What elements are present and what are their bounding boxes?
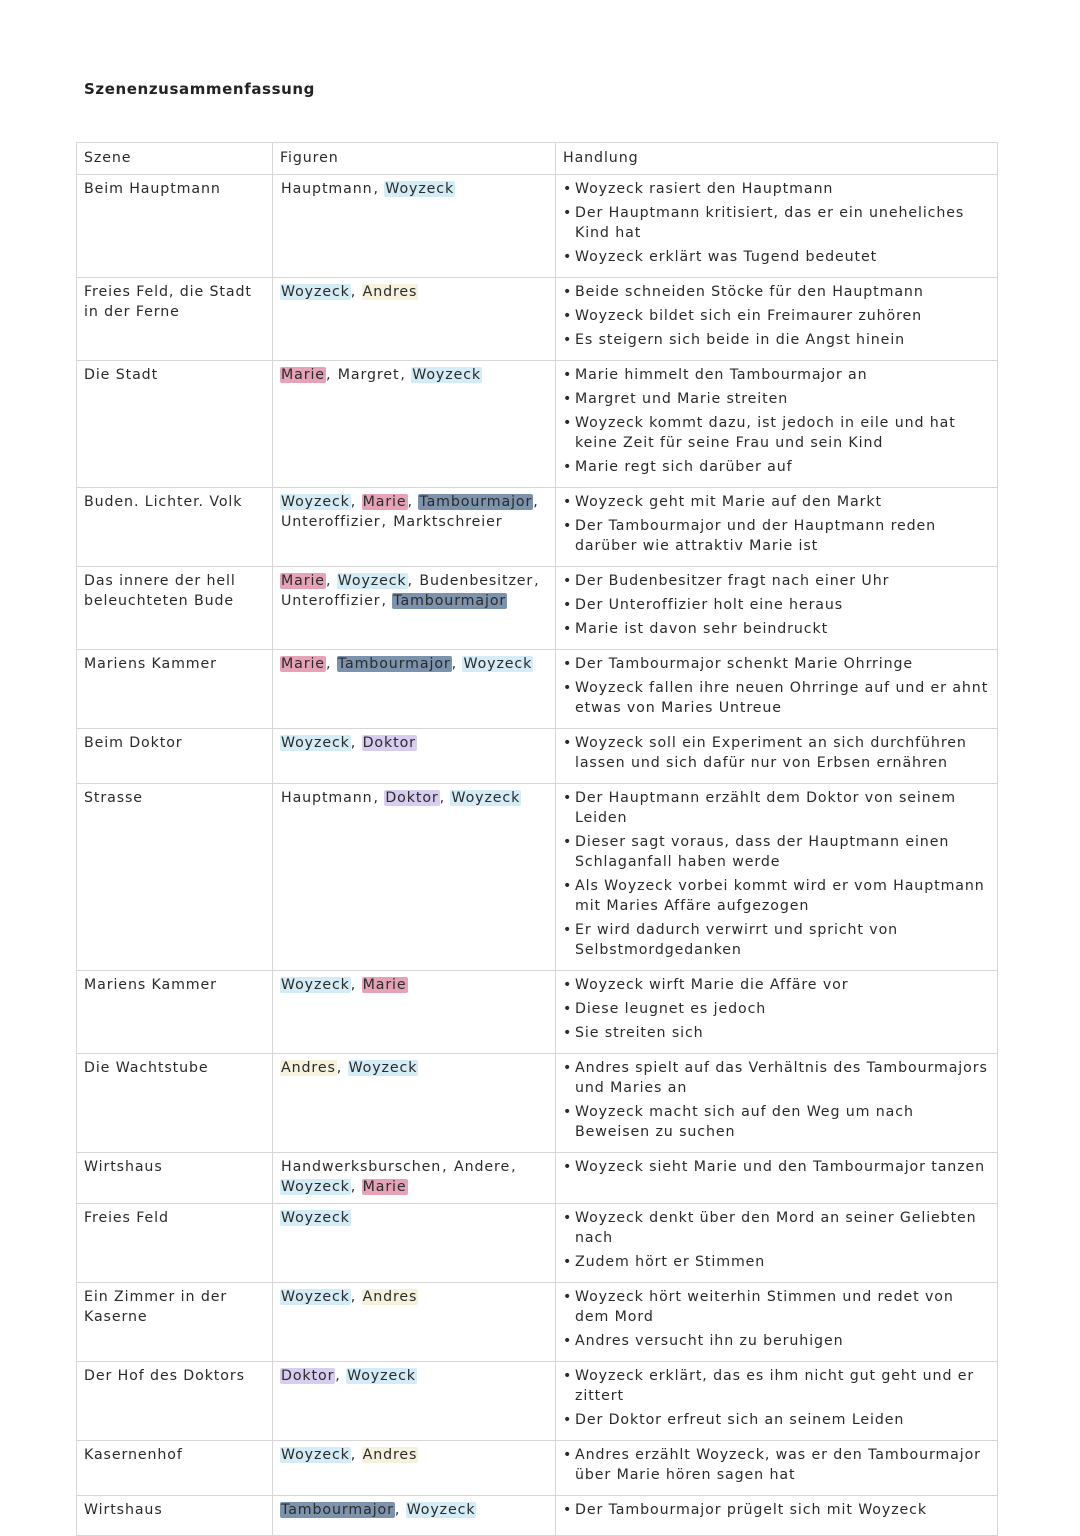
plot-item: • Woyzeck erklärt, das es ihm nicht gut geht und er zittert [563,1366,991,1406]
plot-list [563,1208,991,1272]
plot-item: • Der Tambourmajor prügelt sich mit Woyzeck [563,1500,991,1520]
figures-cell: Marie, Woyzeck, Budenbesitzer, Unteroffizier, Tambourmajor [273,567,556,650]
figure-name: Marie [362,977,407,993]
figure-name: Budenbesitzer [419,573,534,589]
plot-cell [556,175,998,278]
plot-list [563,1445,991,1485]
plot-item: • Zudem hört er Stimmen [563,1252,991,1272]
plot-item: • Woyzeck geht mit Marie auf den Markt [563,492,991,512]
figure-name: Marie [281,573,325,589]
table-row [77,567,998,650]
plot-list [563,1500,991,1520]
figure-name: Woyzeck [281,977,350,993]
table-row [77,1441,998,1496]
figures-cell: Woyzeck, Andres [273,1283,556,1362]
table-row [77,278,998,361]
figure-name: Woyzeck [281,1289,350,1305]
plot-cell [556,971,998,1054]
scene-cell: Beim Hauptmann [77,175,273,278]
plot-item: • Der Budenbesitzer fragt nach einer Uhr [563,571,991,591]
table-row [77,1153,998,1204]
plot-item: • Woyzeck wirft Marie die Affäre vor [563,975,991,995]
table-row [77,361,998,488]
figures-cell: Marie, Tambourmajor, Woyzeck [273,650,556,729]
figures-cell: Woyzeck, Marie, Tambourmajor, Unteroffizier, Marktschreier [273,488,556,567]
scene-cell: Der Hof des Doktors [77,1362,273,1441]
figure-name: Handwerksburschen [281,1159,442,1175]
figure-name: Marktschreier [393,514,503,530]
figure-name: Doktor [281,1368,335,1384]
plot-item: • Dieser sagt voraus, dass der Hauptmann einen Schlaganfall haben werde [563,832,991,872]
scene-cell: Ein Zimmer in der Kaserne [77,1283,273,1362]
scene-cell: Beim Doktor [77,729,273,784]
table-row [77,971,998,1054]
figure-name: Doktor [385,790,439,806]
plot-list [563,179,991,267]
figure-name: Andere [454,1159,511,1175]
figures-cell: Andres, Woyzeck [273,1054,556,1153]
figure-name: Woyzeck [385,181,455,197]
figures-cell: Woyzeck, Marie [273,971,556,1054]
scene-cell: Das innere der hell beleuchteten Bude [77,567,273,650]
table-row [77,1496,998,1536]
table-row [77,1054,998,1153]
plot-item: • Der Tambourmajor schenkt Marie Ohrringe [563,654,991,674]
figure-name: Woyzeck [281,735,350,751]
figures-cell [273,1204,556,1283]
plot-item: • Woyzeck macht sich auf den Weg um nach Beweisen zu suchen [563,1102,991,1142]
figure-name: Unteroffizier [281,593,381,609]
figures-cell: Hauptmann, Doktor, Woyzeck [273,784,556,971]
plot-item: • Der Hauptmann kritisiert, das er ein uneheliches Kind hat [563,203,991,243]
scene-cell: Buden. Lichter. Volk [77,488,273,567]
plot-cell [556,488,998,567]
plot-item: • Andres versucht ihn zu beruhigen [563,1331,991,1351]
plot-cell [556,1496,998,1536]
plot-item: • Woyzeck kommt dazu, ist jedoch in eile und hat keine Zeit für seine Frau und sein Kind [563,413,991,453]
plot-item: • Er wird dadurch verwirrt und spricht von Selbstmordgedanken [563,920,991,960]
plot-item: • Der Doktor erfreut sich an seinem Leiden [563,1410,991,1430]
figure-name: Hauptmann [281,181,373,197]
figure-name: Marie [362,494,407,510]
plot-item: • Beide schneiden Stöcke für den Hauptmann [563,282,991,302]
figure-name: Doktor [362,735,416,751]
plot-list [563,1157,991,1177]
plot-item: • Woyzeck bildet sich ein Freimaurer zuhören [563,306,991,326]
figure-name: Woyzeck [347,1368,416,1384]
figure-name: Woyzeck [281,284,350,300]
figure-name: Andres [281,1060,336,1076]
scene-cell: Kasernenhof [77,1441,273,1496]
figure-name: Woyzeck [406,1502,476,1518]
figure-name: Andres [362,1289,418,1305]
plot-item: • Marie regt sich darüber auf [563,457,991,477]
plot-cell [556,1362,998,1441]
figure-name: Woyzeck [348,1060,418,1076]
plot-item: • Als Woyzeck vorbei kommt wird er vom Hauptmann mit Maries Affäre aufgezogen [563,876,991,916]
figure-name: Tambourmajor [281,1502,394,1518]
plot-list [563,1058,991,1142]
figure-name: Woyzeck [281,1210,350,1226]
table-body [77,175,998,1536]
figures-cell: Woyzeck, Andres [273,1441,556,1496]
plot-item: • Andres erzählt Woyzeck, was er den Tambourmajor über Marie hören sagen hat [563,1445,991,1485]
plot-list [563,1287,991,1351]
plot-cell [556,278,998,361]
header-scene: Szene [77,143,273,175]
table-row [77,650,998,729]
scene-cell: Freies Feld [77,1204,273,1283]
page-title: Szenenzusammenfassung [84,80,316,98]
plot-item: • Diese leugnet es jedoch [563,999,991,1019]
table-header-row [77,143,998,175]
table-row [77,175,998,278]
plot-item: • Andres spielt auf das Verhältnis des Tambourmajors und Maries an [563,1058,991,1098]
figures-cell: Woyzeck, Doktor [273,729,556,784]
scene-cell: Die Wachtstube [77,1054,273,1153]
plot-cell [556,650,998,729]
plot-item: • Woyzeck soll ein Experiment an sich durchführen lassen und sich dafür nur von Erbsen ernähren [563,733,991,773]
header-figures: Figuren [273,143,556,175]
plot-cell [556,784,998,971]
figures-cell: Woyzeck, Andres [273,278,556,361]
plot-cell [556,1441,998,1496]
table-row [77,1362,998,1441]
plot-item: • Marie ist davon sehr beindruckt [563,619,991,639]
plot-cell [556,361,998,488]
plot-list [563,654,991,718]
figures-cell: Hauptmann, Woyzeck [273,175,556,278]
figure-name: Andres [362,1447,418,1463]
figure-name: Andres [362,284,418,300]
scene-summary-table [76,142,998,1536]
plot-cell [556,729,998,784]
plot-list [563,788,991,960]
plot-list [563,733,991,773]
scene-cell: Freies Feld, die Stadt in der Ferne [77,278,273,361]
figure-name: Marie [362,1179,407,1195]
plot-list [563,1366,991,1430]
plot-list [563,492,991,556]
plot-item: • Woyzeck hört weiterhin Stimmen und redet von dem Mord [563,1287,991,1327]
scene-cell: Wirtshaus [77,1496,273,1536]
plot-cell [556,567,998,650]
scene-cell: Strasse [77,784,273,971]
plot-item: • Sie streiten sich [563,1023,991,1043]
plot-list [563,282,991,350]
plot-item: • Woyzeck sieht Marie und den Tambourmajor tanzen [563,1157,991,1177]
plot-cell [556,1283,998,1362]
figure-name: Margret [337,367,400,383]
figure-name: Woyzeck [281,1179,350,1195]
figure-name: Tambourmajor [419,494,533,510]
header-plot: Handlung [556,143,998,175]
table-row [77,1204,998,1283]
figure-name: Woyzeck [412,367,482,383]
plot-item: • Der Tambourmajor und der Hauptmann reden darüber wie attraktiv Marie ist [563,516,991,556]
figure-name: Woyzeck [281,1447,350,1463]
table-clip [76,142,998,1518]
plot-list [563,975,991,1043]
table-row [77,1283,998,1362]
plot-item: • Woyzeck fallen ihre neuen Ohrringe auf und er ahnt etwas von Maries Untreue [563,678,991,718]
plot-item: • Marie himmelt den Tambourmajor an [563,365,991,385]
figure-name: Marie [281,656,325,672]
plot-item: • Es steigern sich beide in die Angst hinein [563,330,991,350]
table-row [77,729,998,784]
figures-cell: Handwerksburschen, Andere, Woyzeck, Marie [273,1153,556,1204]
figures-cell: Marie, Margret, Woyzeck [273,361,556,488]
figure-name: Unteroffizier [281,514,381,530]
figure-name: Marie [281,367,325,383]
scene-cell: Die Stadt [77,361,273,488]
scene-cell: Mariens Kammer [77,971,273,1054]
table-row [77,784,998,971]
plot-cell [556,1153,998,1204]
figure-name: Woyzeck [451,790,521,806]
plot-item: • Der Unteroffizier holt eine heraus [563,595,991,615]
plot-item: • Woyzeck rasiert den Hauptmann [563,179,991,199]
plot-list [563,571,991,639]
scene-cell: Wirtshaus [77,1153,273,1204]
figure-name: Hauptmann [281,790,373,806]
figure-name: Tambourmajor [337,656,451,672]
figure-name: Woyzeck [337,573,407,589]
figure-name: Woyzeck [281,494,350,510]
figure-name: Woyzeck [463,656,533,672]
figures-cell: Tambourmajor, Woyzeck [273,1496,556,1536]
plot-item: • Woyzeck erklärt was Tugend bedeutet [563,247,991,267]
figures-cell: Doktor, Woyzeck [273,1362,556,1441]
plot-item: • Margret und Marie streiten [563,389,991,409]
plot-list [563,365,991,477]
table-row [77,488,998,567]
plot-cell [556,1054,998,1153]
plot-cell [556,1204,998,1283]
plot-item: • Woyzeck denkt über den Mord an seiner Geliebten nach [563,1208,991,1248]
figure-name: Tambourmajor [393,593,507,609]
plot-item: • Der Hauptmann erzählt dem Doktor von seinem Leiden [563,788,991,828]
scene-cell: Mariens Kammer [77,650,273,729]
